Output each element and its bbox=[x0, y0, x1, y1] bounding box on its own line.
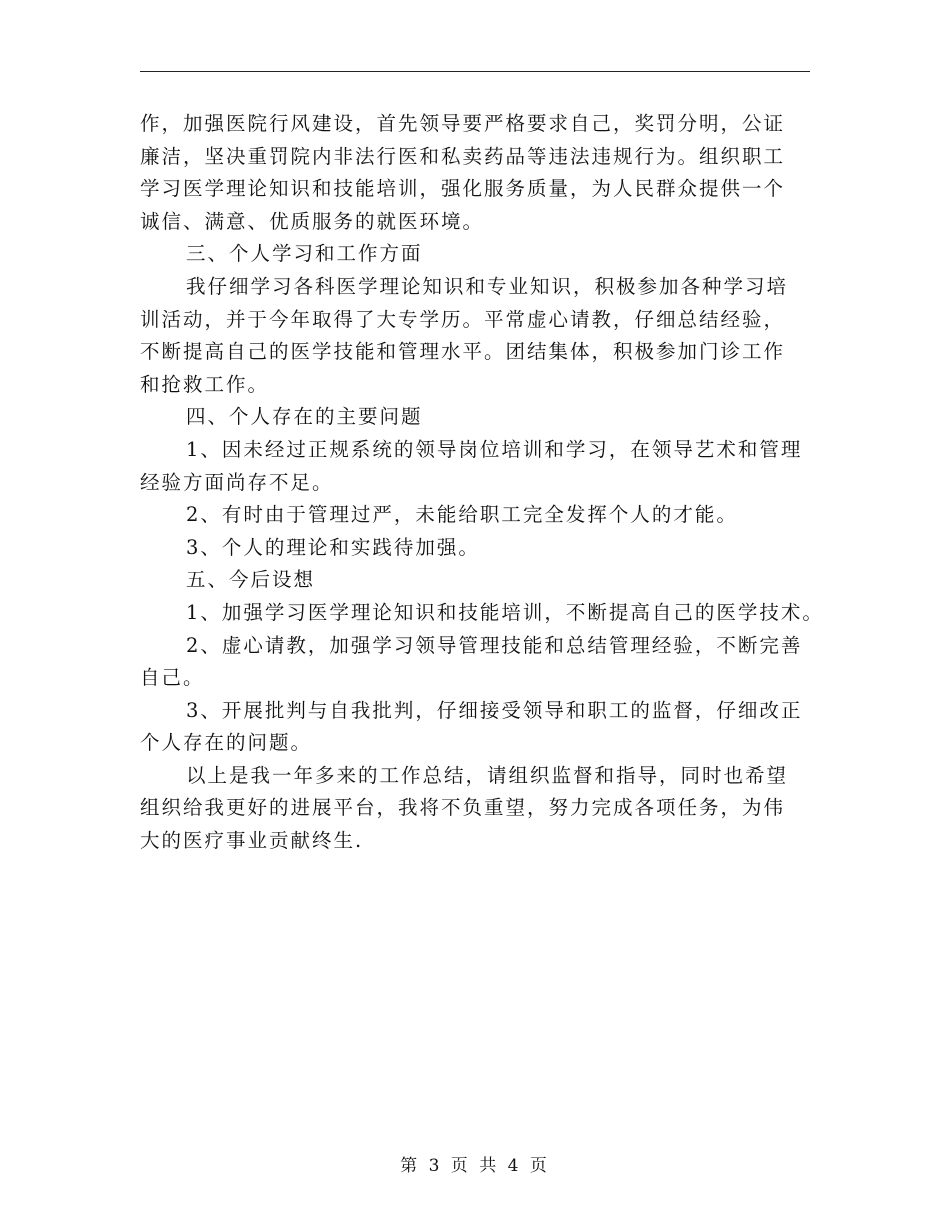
text-line: 和抢救工作。 bbox=[140, 372, 270, 396]
text-line: 个人存在的问题。 bbox=[140, 731, 313, 755]
list-item: 3、个人的理论和实践待加强。 bbox=[186, 535, 480, 559]
text-line: 经验方面尚存不足。 bbox=[140, 470, 334, 494]
list-item: 2、有时由于管理过严，未能给职工完全发挥个人的才能。 bbox=[186, 503, 738, 527]
list-item: 1、加强学习医学理论知识和技能培训，不断提高自己的医学技术。 bbox=[186, 600, 824, 624]
text-line: 自己。 bbox=[140, 666, 205, 690]
text-line: 不断提高自己的医学技能和管理水平。团结集体，积极参加门诊工作 bbox=[140, 340, 786, 364]
text-line: 诚信、满意、优质服务的就医环境。 bbox=[140, 209, 485, 233]
list-item: 3、开展批判与自我批判，仔细接受领导和职工的监督，仔细改正 bbox=[186, 698, 803, 722]
text-line: 组织给我更好的进展平台，我将不负重望，努力完成各项任务，为伟 bbox=[140, 796, 786, 820]
text-line: 我仔细学习各科医学理论知识和专业知识，积极参加各种学习培 bbox=[186, 274, 789, 298]
text-line: 大的医疗事业贡献终生. bbox=[140, 829, 364, 853]
text-line: 作，加强医院行风建设，首先领导要严格要求自己，奖罚分明，公证 bbox=[140, 112, 786, 135]
list-item: 1、因未经过正规系统的领导岗位培训和学习，在领导艺术和管理 bbox=[186, 437, 803, 461]
section-heading: 四、个人存在的主要问题 bbox=[186, 405, 423, 429]
section-heading: 五、今后设想 bbox=[186, 568, 316, 592]
document-body bbox=[140, 108, 824, 858]
text-line: 学习医学理论知识和技能培训，强化服务质量，为人民群众提供一个 bbox=[140, 177, 786, 201]
text-line: 廉洁，坚决重罚院内非法行医和私卖药品等违法违规行为。组织职工 bbox=[140, 144, 786, 168]
page-number-footer: 第 3 页 共 4 页 bbox=[400, 1156, 550, 1176]
header-rule bbox=[140, 71, 810, 72]
text-line: 训活动，并于今年取得了大专学历。平常虚心请教，仔细总结经验， bbox=[140, 307, 786, 331]
section-heading: 三、个人学习和工作方面 bbox=[186, 242, 423, 266]
text-line: 以上是我一年多来的工作总结，请组织监督和指导，同时也希望 bbox=[186, 763, 789, 787]
list-item: 2、虚心请教，加强学习领导管理技能和总结管理经验，不断完善 bbox=[186, 633, 803, 657]
